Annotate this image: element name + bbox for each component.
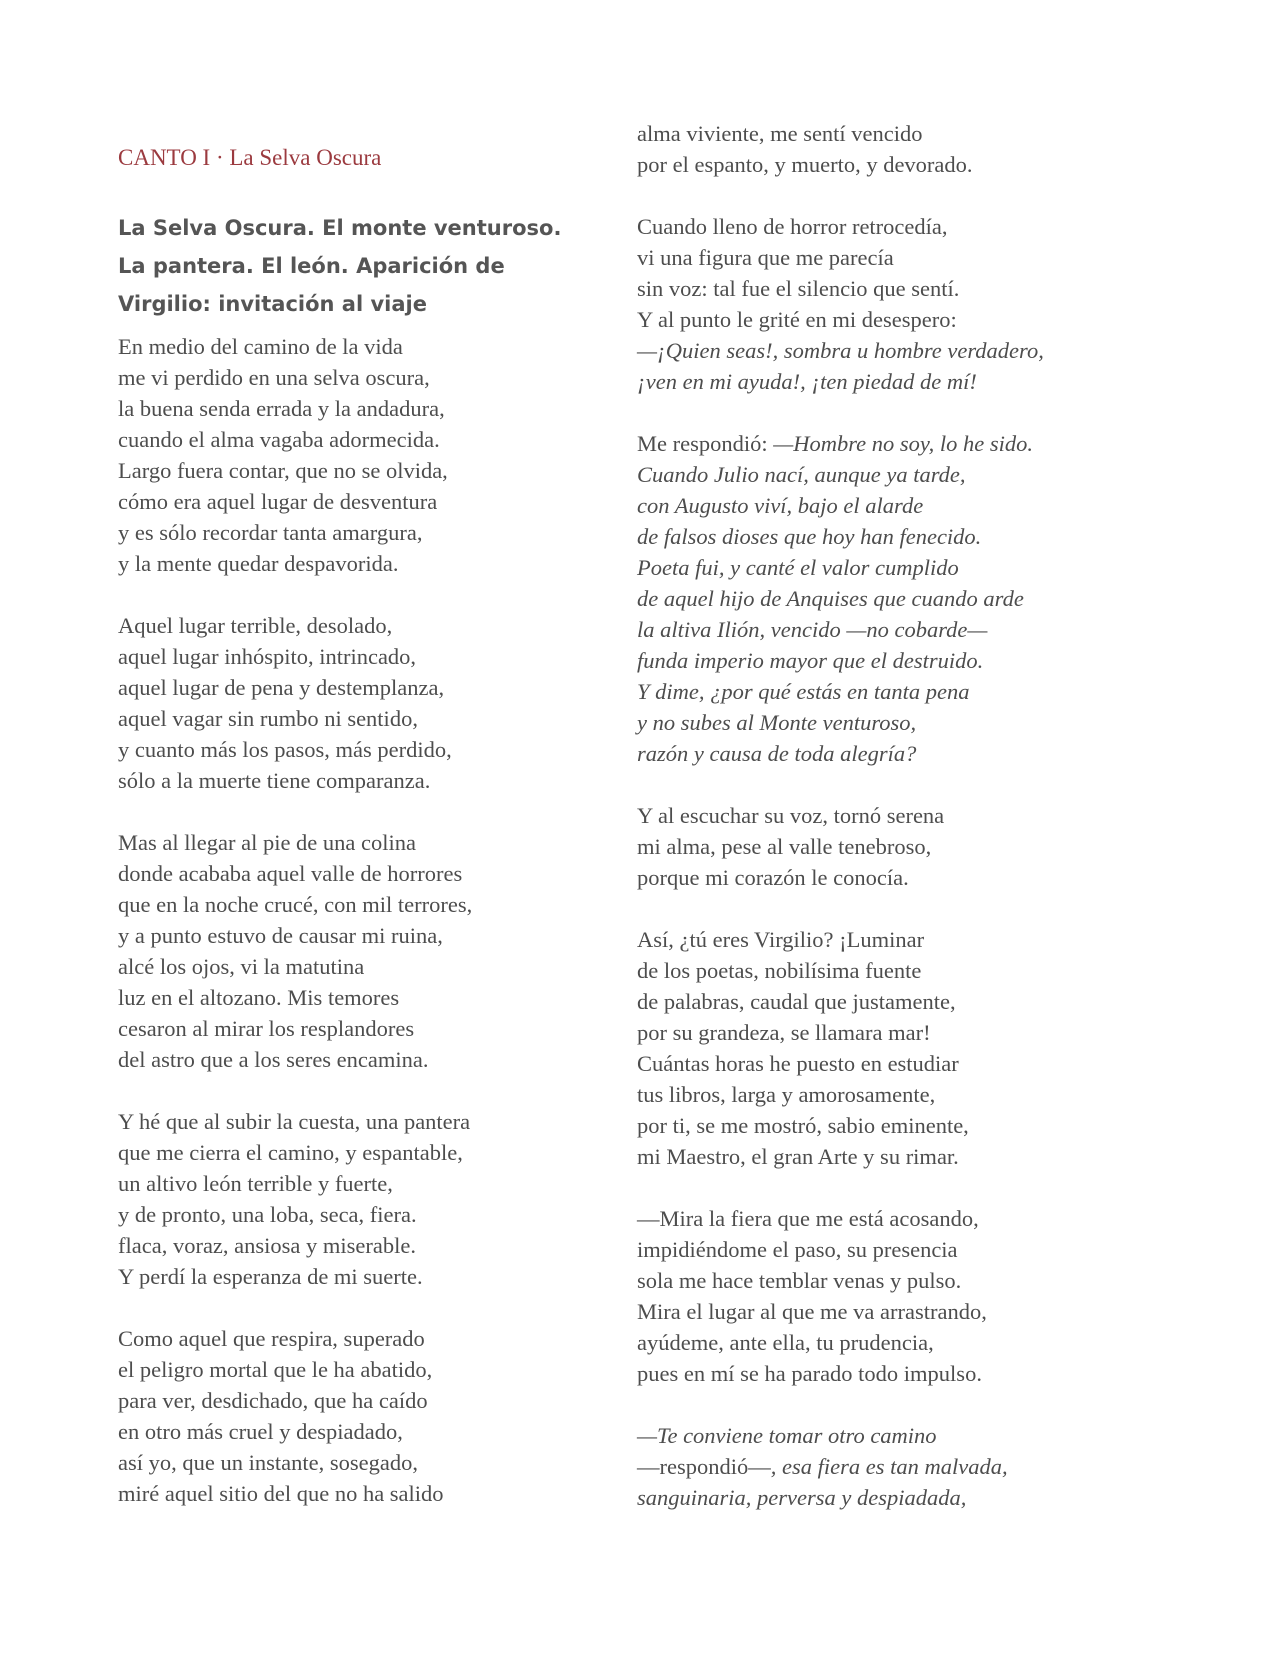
stanza (637, 428, 1117, 769)
verse-text: —Mira la fiera que me está acosando, (637, 1206, 979, 1231)
verse-line (637, 1451, 1117, 1482)
verse-line: flaca, voraz, ansiosa y miserable. (118, 1233, 416, 1258)
verse-line (637, 1296, 1117, 1327)
verse-text-italic: —¡Quien seas!, sombra u hombre verdadero, (637, 338, 1044, 363)
verse-line (637, 924, 1117, 955)
verse-text: impidiéndome el paso, su presencia (637, 1237, 958, 1262)
verse-line (637, 304, 1117, 335)
verse-text: Cuando lleno de horror retrocedía, (637, 214, 948, 239)
verse-line: Y hé que al subir la cuesta, una pantera (118, 1109, 471, 1134)
verse-line: así yo, que un instante, sosegado, (118, 1450, 418, 1475)
stanza (118, 1323, 588, 1509)
verse-line: que me cierra el camino, y espantable, (118, 1140, 463, 1165)
verse-text: alma viviente, me sentí vencido (637, 121, 923, 146)
verse-line (637, 986, 1117, 1017)
stanza (118, 331, 588, 579)
verse-text-italic: sanguinaria, perversa y despiadada, (637, 1485, 967, 1510)
verse-text: tus libros, larga y amorosamente, (637, 1082, 936, 1107)
verse-line (637, 1110, 1117, 1141)
verse-text-italic: de falsos dioses que hoy han fenecido. (637, 524, 982, 549)
verse-line (637, 1358, 1117, 1389)
stanza (118, 610, 588, 796)
verse-line (637, 552, 1117, 583)
verse-text: porque mi corazón le conocía. (637, 865, 909, 890)
canto-heading: CANTO I · La Selva Oscura (118, 145, 382, 170)
verse-line: cómo era aquel lugar de desventura (118, 489, 438, 514)
verse-line: alcé los ojos, vi la matutina (118, 954, 365, 979)
verse-text: Y al escuchar su voz, tornó serena (637, 803, 945, 828)
verse-text-italic: —Te conviene tomar otro camino (637, 1423, 937, 1448)
verse-text: por ti, se me mostró, sabio eminente, (637, 1113, 969, 1138)
verse-line: del astro que a los seres encamina. (118, 1047, 429, 1072)
verse-line (637, 1048, 1117, 1079)
verse-text: de palabras, caudal que justamente, (637, 989, 956, 1014)
verse-text-italic: Cuando Julio nací, aunque ya tarde, (637, 462, 966, 487)
verse-line (637, 1327, 1117, 1358)
verse-line (637, 1079, 1117, 1110)
verse-line: Y perdí la esperanza de mi suerte. (118, 1264, 423, 1289)
left-column-poem (118, 331, 588, 1540)
verse-text-italic: y no subes al Monte venturoso, (637, 710, 917, 735)
verse-line (637, 521, 1117, 552)
verse-line: sólo a la muerte tiene comparanza. (118, 768, 431, 793)
verse-line (637, 862, 1117, 893)
verse-line: y la mente quedar despavorida. (118, 551, 399, 576)
verse-line (637, 1482, 1117, 1513)
verse-text-italic: la altiva Ilión, vencido —no cobarde— (637, 617, 988, 642)
stanza (637, 800, 1117, 893)
verse-text-italic: razón y causa de toda alegría? (637, 741, 917, 766)
verse-line (637, 428, 1117, 459)
verse-line (637, 955, 1117, 986)
verse-line (637, 738, 1117, 769)
verse-text-italic: —Hombre no soy, lo he sido. (773, 431, 1034, 456)
verse-line (637, 800, 1117, 831)
stanza (637, 1420, 1117, 1513)
verse-text: sola me hace temblar venas y pulso. (637, 1268, 962, 1293)
verse-line: y cuanto más los pasos, más perdido, (118, 737, 452, 762)
stanza (118, 827, 588, 1075)
verse-text: Me respondió: (637, 431, 774, 456)
verse-line (637, 366, 1117, 397)
verse-text: ayúdeme, ante ella, tu prudencia, (637, 1330, 934, 1355)
verse-text-italic: Poeta fui, y canté el valor cumplido (637, 555, 959, 580)
verse-text: mi Maestro, el gran Arte y su rimar. (637, 1144, 959, 1169)
verse-line: Aquel lugar terrible, desolado, (118, 613, 393, 638)
verse-text: vi una figura que me parecía (637, 245, 894, 270)
verse-line (637, 335, 1117, 366)
verse-line (637, 118, 1117, 149)
verse-line: miré aquel sitio del que no ha salido (118, 1481, 444, 1506)
verse-text-italic: Y dime, ¿por qué estás en tanta pena (637, 679, 970, 704)
verse-text: Así, ¿tú eres Virgilio? ¡Luminar (637, 927, 925, 952)
verse-line: el peligro mortal que le ha abatido, (118, 1357, 433, 1382)
verse-line (637, 211, 1117, 242)
verse-line (637, 676, 1117, 707)
verse-line (637, 645, 1117, 676)
stanza (637, 211, 1117, 397)
verse-line (637, 459, 1117, 490)
verse-line: cuando el alma vagaba adormecida. (118, 427, 440, 452)
verse-text: Cuántas horas he puesto en estudiar (637, 1051, 959, 1076)
verse-line: y es sólo recordar tanta amargura, (118, 520, 423, 545)
verse-text: Y al punto le grité en mi desespero: (637, 307, 957, 332)
verse-line (637, 1234, 1117, 1265)
stanza (637, 1203, 1117, 1389)
verse-line (637, 149, 1117, 180)
verse-line: Como aquel que respira, superado (118, 1326, 425, 1351)
verse-text: pues en mí se ha parado todo impulso. (637, 1361, 982, 1386)
verse-text-italic: de aquel hijo de Anquises que cuando arde (637, 586, 1024, 611)
verse-text: por su grandeza, se llamara mar! (637, 1020, 931, 1045)
verse-line: En medio del camino de la vida (118, 334, 403, 359)
verse-line (637, 1017, 1117, 1048)
verse-line: la buena senda errada y la andadura, (118, 396, 445, 421)
verse-line (637, 242, 1117, 273)
verse-line: Largo fuera contar, que no se olvida, (118, 458, 448, 483)
verse-line: Mas al llegar al pie de una colina (118, 830, 417, 855)
verse-line: y de pronto, una loba, seca, fiera. (118, 1202, 417, 1227)
verse-text: de los poetas, nobilísima fuente (637, 958, 922, 983)
verse-line: en otro más cruel y despiadado, (118, 1419, 403, 1444)
verse-line: que en la noche crucé, con mil terrores, (118, 892, 473, 917)
verse-line: donde acababa aquel valle de horrores (118, 861, 463, 886)
verse-line: luz en el altozano. Mis temores (118, 985, 400, 1010)
verse-text: mi alma, pese al valle tenebroso, (637, 834, 932, 859)
verse-text-italic: con Augusto viví, bajo el alarde (637, 493, 924, 518)
verse-line (637, 1420, 1117, 1451)
verse-line: me vi perdido en una selva oscura, (118, 365, 430, 390)
right-column-poem (637, 118, 1117, 1544)
verse-line (637, 1141, 1117, 1172)
verse-line: aquel lugar inhóspito, intrincado, (118, 644, 417, 669)
verse-line (637, 707, 1117, 738)
stanza (118, 1106, 588, 1292)
verse-line (637, 273, 1117, 304)
verse-text: sin voz: tal fue el silencio que sentí. (637, 276, 960, 301)
verse-line (637, 583, 1117, 614)
verse-line (637, 490, 1117, 521)
verse-line: y a punto estuvo de causar mi ruina, (118, 923, 443, 948)
verse-text: —respondió— (637, 1454, 771, 1479)
verse-line (637, 1265, 1117, 1296)
verse-text-italic: funda imperio mayor que el destruido. (637, 648, 984, 673)
verse-line: cesaron al mirar los resplandores (118, 1016, 415, 1041)
stanza (637, 118, 1117, 180)
verse-line (637, 1203, 1117, 1234)
verse-line (637, 831, 1117, 862)
canto-summary: La Selva Oscura. El monte venturoso. La pantera. El león. Aparición de Virgilio: invitación al viaje (118, 216, 562, 316)
stanza (637, 924, 1117, 1172)
verse-text-italic: , esa fiera es tan malvada, (770, 1454, 1008, 1479)
verse-line: un altivo león terrible y fuerte, (118, 1171, 393, 1196)
verse-text: Mira el lugar al que me va arrastrando, (637, 1299, 987, 1324)
verse-line: para ver, desdichado, que ha caído (118, 1388, 428, 1413)
verse-line: aquel lugar de pena y destemplanza, (118, 675, 445, 700)
verse-text: por el espanto, y muerto, y devorado. (637, 152, 973, 177)
verse-text-italic: ¡ven en mi ayuda!, ¡ten piedad de mí! (637, 369, 977, 394)
verse-line: aquel vagar sin rumbo ni sentido, (118, 706, 418, 731)
verse-line (637, 614, 1117, 645)
